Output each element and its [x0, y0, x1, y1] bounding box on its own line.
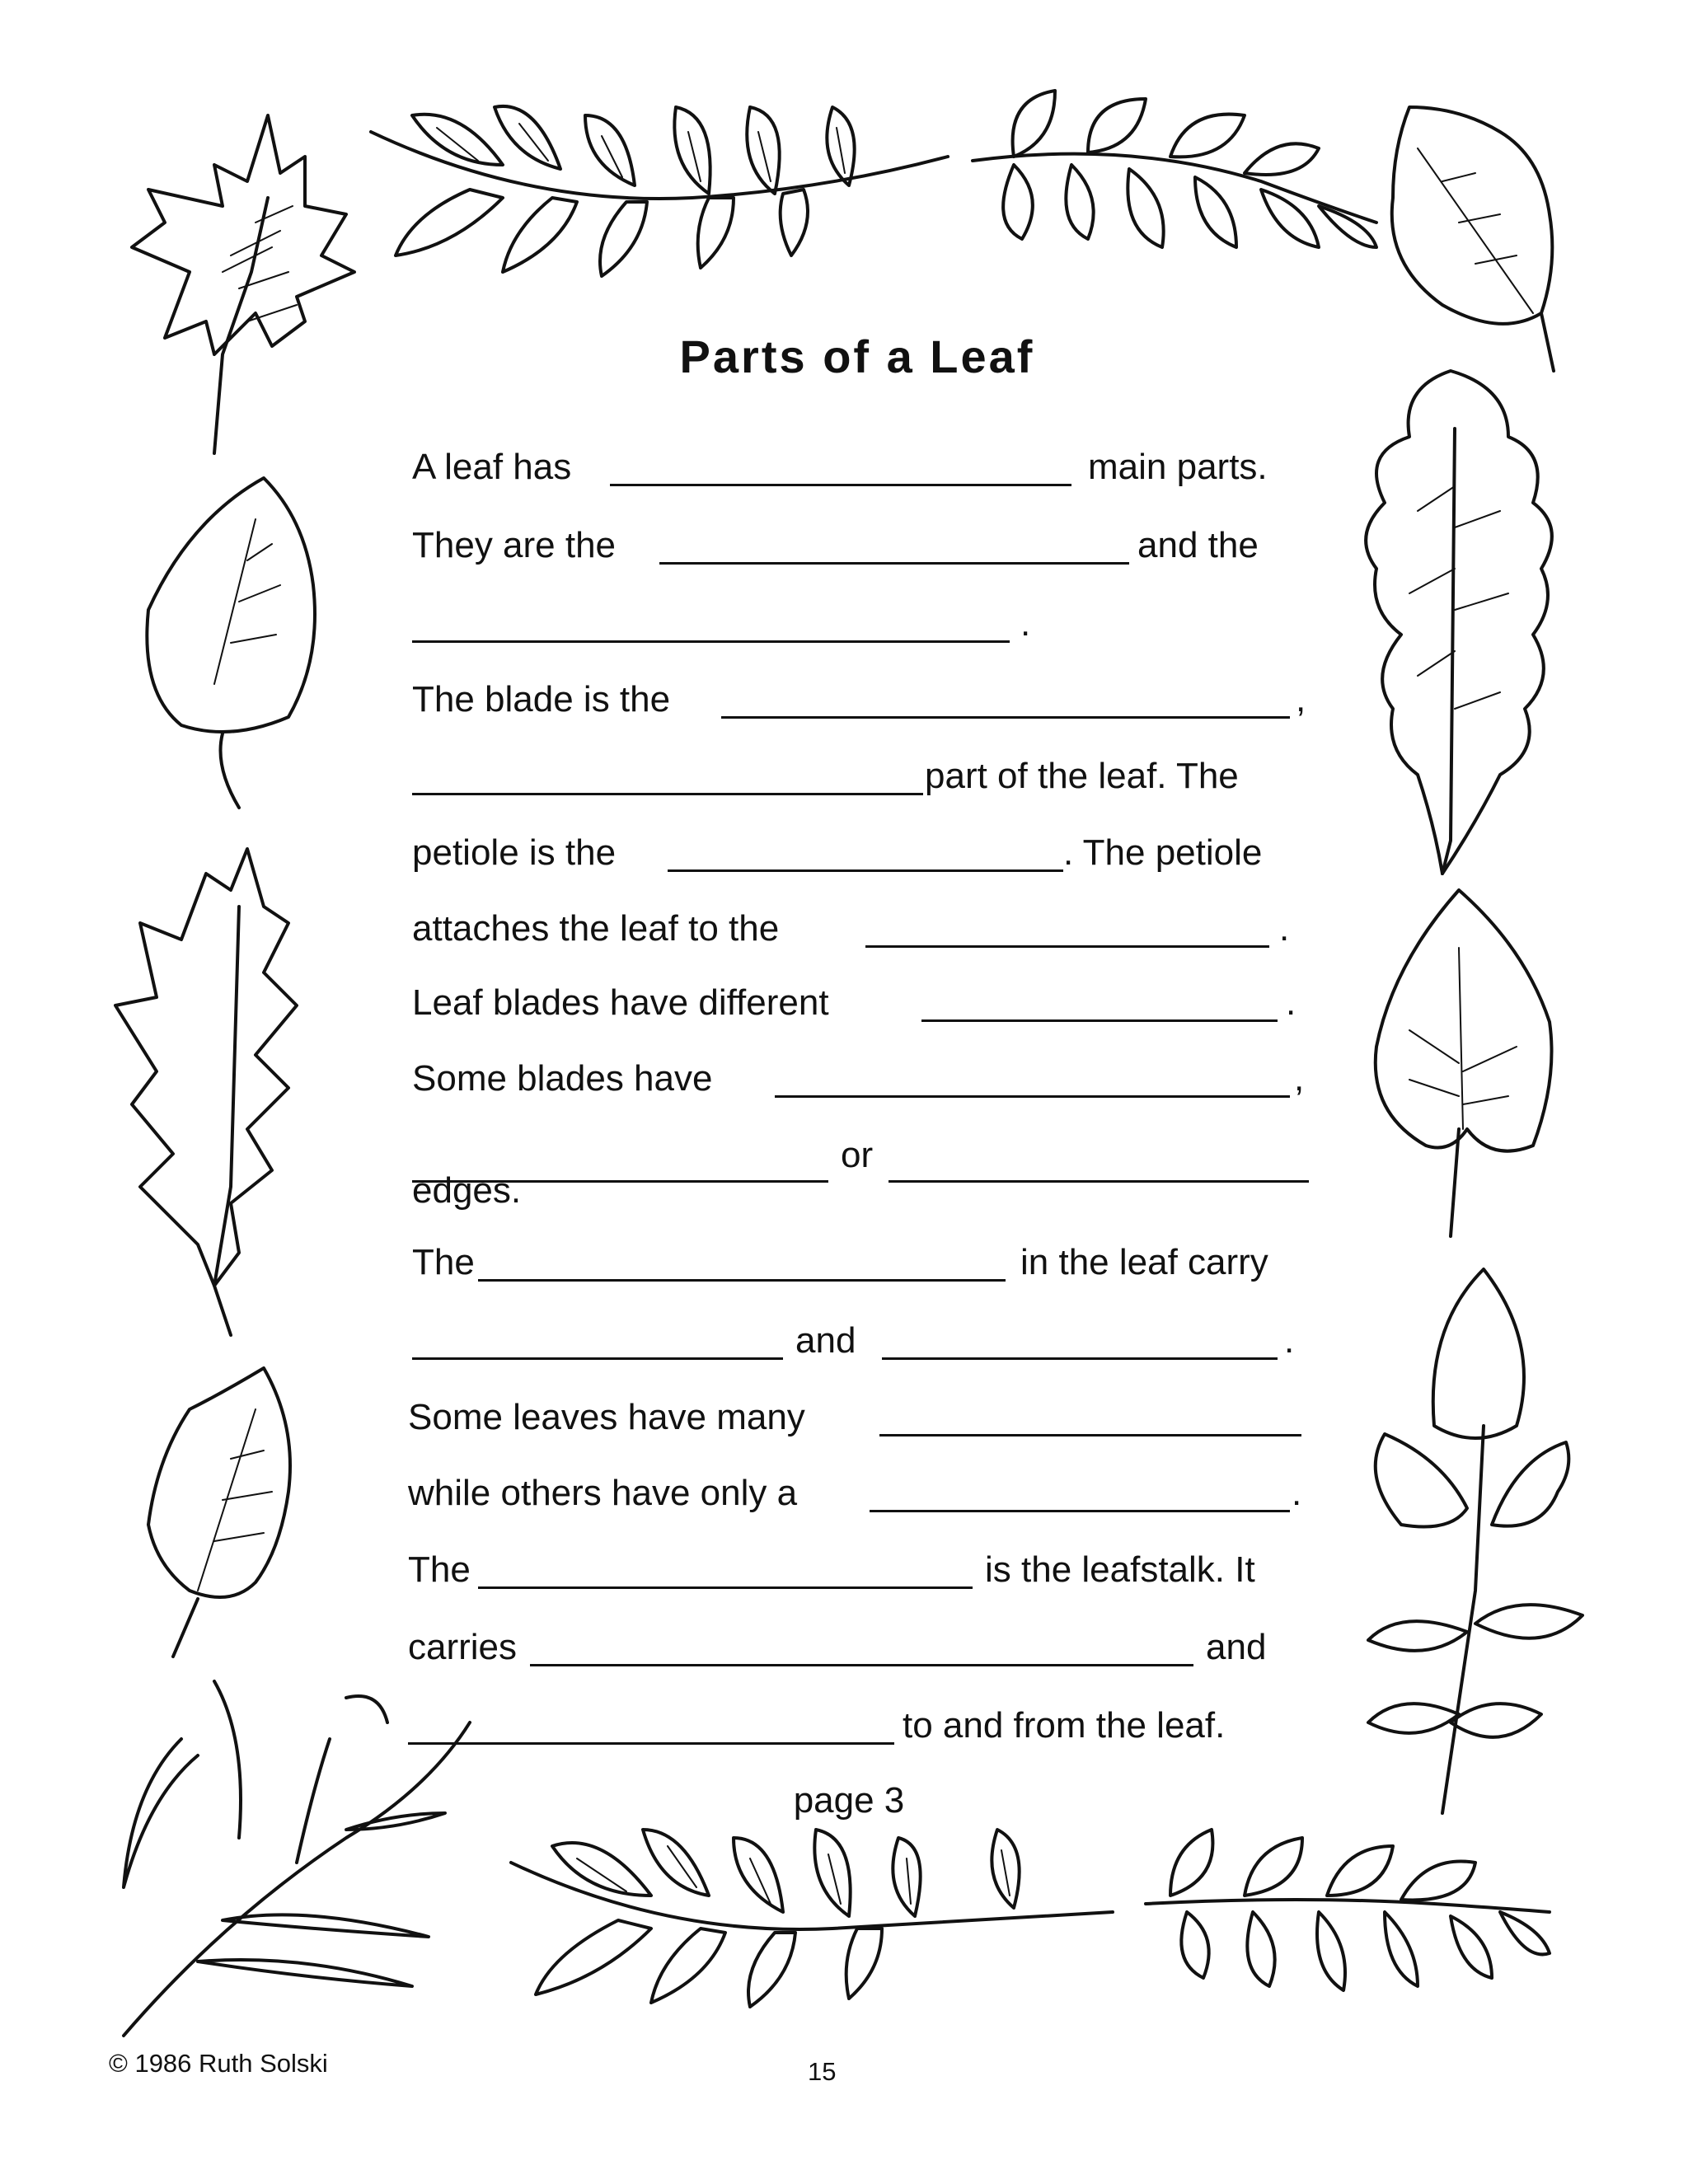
line-text: in the leaf carry — [1020, 1242, 1268, 1282]
line-text: part of the leaf. The — [925, 756, 1239, 796]
answer-blank[interactable] — [659, 560, 1129, 565]
worksheet-line-10 — [412, 1133, 1319, 1191]
line-text: and the — [1137, 525, 1259, 565]
ash-leaf-branch-illustration — [1352, 1261, 1591, 1821]
worksheet-line-4 — [412, 669, 1319, 727]
elm-leaf-illustration — [132, 470, 330, 816]
worksheet-line-14 — [408, 1463, 1315, 1521]
line-text: and — [795, 1320, 856, 1361]
worksheet-line-5 — [412, 746, 1319, 804]
holly-leaf-illustration-left — [140, 1360, 305, 1665]
worksheet-line-1 — [412, 437, 1319, 494]
answer-blank[interactable] — [879, 1432, 1301, 1436]
line-text: while others have only a — [408, 1473, 798, 1513]
worksheet-line-15 — [408, 1540, 1315, 1597]
answer-blank[interactable] — [408, 1741, 894, 1745]
line-text: They are the — [412, 525, 617, 565]
line-text: petiole is the — [412, 832, 617, 873]
line-text: The — [408, 1549, 471, 1590]
answer-blank[interactable] — [865, 944, 1269, 948]
answer-blank[interactable] — [412, 1356, 783, 1360]
answer-blank[interactable] — [889, 1179, 1309, 1183]
oak-leaf-illustration — [1352, 363, 1566, 890]
line-text: . — [1020, 603, 1031, 644]
page-title: Parts of a Leaf — [679, 330, 1035, 382]
line-text: and — [1206, 1627, 1267, 1667]
answer-blank[interactable] — [478, 1585, 973, 1589]
worksheet-line-17 — [408, 1695, 1315, 1753]
line-text: , — [1294, 1058, 1305, 1099]
line-text: . — [1286, 982, 1296, 1023]
line-text: to and from the leaf. — [903, 1705, 1226, 1746]
worksheet-line-12 — [412, 1310, 1319, 1368]
copyright-notice: © 1986 Ruth Solski — [109, 2049, 328, 2078]
line-text: main parts. — [1088, 447, 1268, 487]
worksheet-line-11 — [412, 1232, 1319, 1290]
line-text: A leaf has — [412, 447, 572, 487]
fern-branch-illustration-bottom — [503, 1813, 1121, 2011]
answer-blank[interactable] — [412, 639, 1010, 643]
line-text: Some blades have — [412, 1058, 713, 1099]
worksheet-line-6 — [412, 823, 1319, 880]
fern-branch-illustration — [363, 91, 956, 280]
compound-leaf-branch-illustration — [964, 82, 1385, 272]
compound-leaf-branch-illustration-bottom — [1137, 1813, 1558, 2011]
worksheet-line-3 — [412, 593, 1319, 651]
answer-blank[interactable] — [530, 1662, 1193, 1666]
line-text: Some leaves have many — [408, 1397, 805, 1437]
worksheet-line-16 — [408, 1617, 1315, 1675]
line-text: . — [1284, 1320, 1295, 1361]
worksheet-line-9 — [412, 1048, 1319, 1106]
line-text-edges: edges. — [412, 1170, 522, 1211]
line-text: or — [841, 1135, 874, 1175]
pin-oak-leaf-illustration — [107, 841, 313, 1352]
answer-blank[interactable] — [870, 1508, 1290, 1512]
heart-shaped-leaf-illustration — [1360, 882, 1566, 1244]
maple-leaf-illustration — [115, 107, 371, 462]
line-text: carries — [408, 1627, 518, 1667]
answer-blank[interactable] — [721, 715, 1290, 719]
answer-blank[interactable] — [478, 1277, 1006, 1282]
line-text: The — [412, 1242, 475, 1282]
page-label: page 3 — [793, 1780, 905, 1821]
line-text: , — [1296, 679, 1306, 719]
line-text: Leaf blades have different — [412, 982, 829, 1023]
answer-blank[interactable] — [412, 791, 923, 795]
answer-blank[interactable] — [610, 482, 1071, 486]
worksheet-line-8 — [412, 972, 1319, 1030]
line-text: is the leafstalk. It — [985, 1549, 1255, 1590]
worksheet-line-13 — [408, 1387, 1315, 1445]
line-text: The blade is the — [412, 679, 671, 719]
line-text: . — [1279, 908, 1290, 949]
line-text: . The petiole — [1063, 832, 1263, 873]
answer-blank[interactable] — [668, 868, 1063, 872]
line-text: attaches the leaf to the — [412, 908, 780, 949]
answer-blank[interactable] — [921, 1018, 1278, 1022]
page-number: 15 — [808, 2057, 837, 2086]
line-text: . — [1292, 1473, 1302, 1513]
answer-blank[interactable] — [882, 1356, 1278, 1360]
worksheet-line-2 — [412, 515, 1319, 573]
worksheet-line-7 — [412, 898, 1319, 956]
answer-blank[interactable] — [775, 1094, 1290, 1098]
